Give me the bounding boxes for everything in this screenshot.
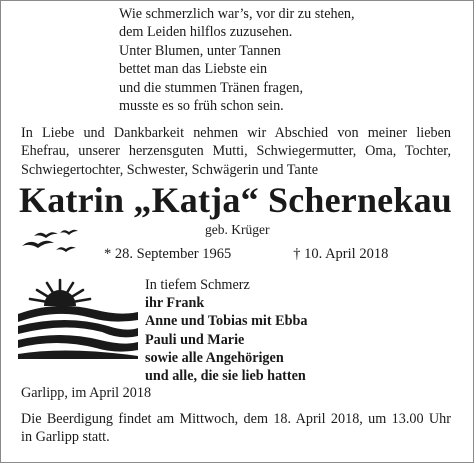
funeral-line: Die Beerdigung findet am Mittwoch, dem 18. April 2018, um 13.00 Uhr — [21, 411, 451, 427]
mourner-line: sowie alle Angehörigen — [145, 349, 284, 366]
seagulls-icon — [22, 230, 78, 252]
poem-line: Unter Blumen, unter Tannen — [119, 42, 281, 59]
birth-date: * 28. September 1965 — [104, 246, 232, 262]
birth-name: geb. Krüger — [205, 222, 270, 237]
intro-line: Schwiegertochter, Schwester, Schwägerin und Tante — [21, 161, 319, 178]
funeral-line: in Garlipp statt. — [21, 429, 110, 446]
deceased-name: Katrin „Katja“ Schernekau — [19, 180, 452, 220]
poem-line: musste es so früh schon sein. — [119, 98, 284, 115]
death-date: † 10. April 2018 — [293, 246, 389, 262]
intro-line: Ehefrau, unserer herzensguten Mutti, Schwiegermutter, Oma, Tochter, — [21, 143, 451, 160]
poem-line: bettet man das Liebste ein — [119, 61, 268, 78]
intro-text — [21, 124, 451, 179]
life-dates — [104, 246, 388, 263]
mourner-line: Pauli und Marie — [145, 331, 245, 348]
poem-line: dem Leiden hilflos zuzusehen. — [119, 24, 293, 41]
mourner-line: Anne und Tobias mit Ebba — [145, 313, 308, 330]
poem — [119, 5, 355, 115]
poem-line: und die stummen Tränen fragen, — [119, 79, 304, 96]
mourners — [145, 276, 307, 385]
poem-line: Wie schmerzlich war’s, vor dir zu stehen, — [119, 6, 355, 22]
mourner-line: und alle, die sie lieb hatten — [145, 368, 306, 385]
mourners-intro: In tiefem Schmerz — [145, 277, 250, 293]
mourner-line: ihr Frank — [145, 295, 205, 312]
intro-line: In Liebe und Dankbarkeit nehmen wir Abschied von meiner lieben — [21, 125, 451, 141]
sunset-hills-icon — [18, 280, 138, 359]
funeral-notice — [21, 410, 451, 447]
place-date: Garlipp, im April 2018 — [21, 385, 152, 401]
